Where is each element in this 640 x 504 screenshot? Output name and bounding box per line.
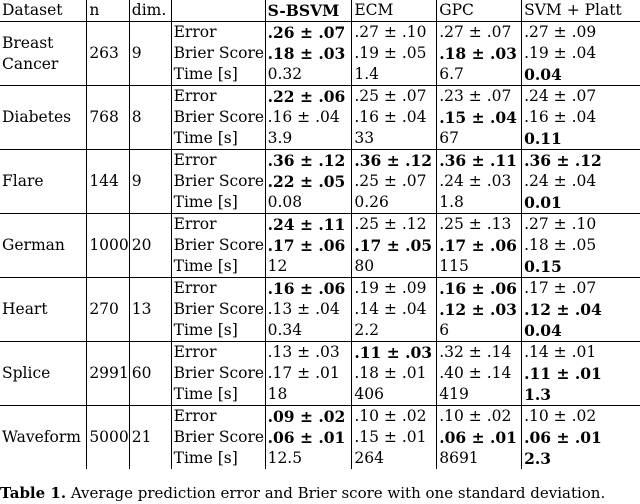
value-cell-s-bsvm: .06 ± .01 xyxy=(265,427,352,448)
value-cell-gpc: 419 xyxy=(437,384,522,406)
table-row xyxy=(0,22,640,44)
value-cell-ecm: .27 ± .10 xyxy=(352,22,437,44)
value-cell-svm-platt: 0.15 xyxy=(522,256,640,278)
table-row xyxy=(0,278,640,300)
value-cell-svm-platt: 0.11 xyxy=(522,128,640,150)
value-cell-gpc: 6 xyxy=(437,320,522,342)
dataset-n-cell: 263 xyxy=(87,22,129,86)
dataset-name-cell xyxy=(0,150,87,214)
value-cell-ecm: 80 xyxy=(352,256,437,278)
table-row xyxy=(0,342,640,364)
value-cell-gpc: .32 ± .14 xyxy=(437,342,522,364)
header-s-bsvm: S-BSVM xyxy=(265,0,352,22)
metric-label-cell: Time [s] xyxy=(171,384,265,406)
value-cell-svm-platt: .24 ± .07 xyxy=(522,86,640,108)
value-cell-ecm: .36 ± .12 xyxy=(352,150,437,172)
metric-label-cell: Time [s] xyxy=(171,128,265,150)
metric-label-cell: Brier Score xyxy=(171,427,265,448)
value-cell-svm-platt: 0.01 xyxy=(522,192,640,214)
value-cell-s-bsvm: 0.08 xyxy=(265,192,352,214)
value-cell-s-bsvm: .16 ± .04 xyxy=(265,107,352,128)
dataset-n-cell: 144 xyxy=(87,150,129,214)
value-cell-svm-platt: .17 ± .07 xyxy=(522,278,640,300)
value-cell-ecm: .25 ± .12 xyxy=(352,214,437,236)
value-cell-gpc: .18 ± .03 xyxy=(437,43,522,64)
value-cell-svm-platt: 0.04 xyxy=(522,320,640,342)
value-cell-s-bsvm: 18 xyxy=(265,384,352,406)
dataset-n-cell: 2991 xyxy=(87,342,129,406)
value-cell-ecm: 264 xyxy=(352,448,437,469)
dataset-dim-cell: 9 xyxy=(129,150,171,214)
metric-label-cell: Error xyxy=(171,214,265,236)
value-cell-s-bsvm: .09 ± .02 xyxy=(265,406,352,428)
value-cell-ecm: .11 ± .03 xyxy=(352,342,437,364)
metric-label-cell: Error xyxy=(171,342,265,364)
dataset-n-cell: 270 xyxy=(87,278,129,342)
metric-label-cell: Time [s] xyxy=(171,192,265,214)
metric-label-cell: Brier Score xyxy=(171,107,265,128)
value-cell-gpc: .25 ± .13 xyxy=(437,214,522,236)
header-dim: dim. xyxy=(129,0,171,22)
value-cell-ecm: .25 ± .07 xyxy=(352,86,437,108)
value-cell-s-bsvm: 12 xyxy=(265,256,352,278)
value-cell-gpc: .23 ± .07 xyxy=(437,86,522,108)
value-cell-ecm: .25 ± .07 xyxy=(352,171,437,192)
value-cell-gpc: .10 ± .02 xyxy=(437,406,522,428)
table-row xyxy=(0,150,640,172)
value-cell-s-bsvm: .16 ± .06 xyxy=(265,278,352,300)
value-cell-gpc: .27 ± .07 xyxy=(437,22,522,44)
value-cell-s-bsvm: 0.34 xyxy=(265,320,352,342)
dataset-name-line: Flare xyxy=(2,172,44,190)
value-cell-s-bsvm: 0.32 xyxy=(265,64,352,86)
value-cell-gpc: .06 ± .01 xyxy=(437,427,522,448)
value-cell-gpc: .15 ± .04 xyxy=(437,107,522,128)
value-cell-gpc: .24 ± .03 xyxy=(437,171,522,192)
value-cell-s-bsvm: .17 ± .01 xyxy=(265,363,352,384)
value-cell-gpc: .36 ± .11 xyxy=(437,150,522,172)
metric-label-cell: Error xyxy=(171,86,265,108)
dataset-name-line: Diabetes xyxy=(2,108,72,126)
value-cell-gpc: 8691 xyxy=(437,448,522,469)
metric-label-cell: Error xyxy=(171,22,265,44)
dataset-dim-cell: 8 xyxy=(129,86,171,150)
value-cell-svm-platt: .12 ± .04 xyxy=(522,299,640,320)
value-cell-gpc: .40 ± .14 xyxy=(437,363,522,384)
dataset-name-line: Waveform xyxy=(2,428,81,446)
value-cell-s-bsvm: .36 ± .12 xyxy=(265,150,352,172)
value-cell-svm-platt: .11 ± .01 xyxy=(522,363,640,384)
value-cell-s-bsvm: .13 ± .03 xyxy=(265,342,352,364)
table-row xyxy=(0,86,640,108)
value-cell-svm-platt: .14 ± .01 xyxy=(522,342,640,364)
value-cell-ecm: .16 ± .04 xyxy=(352,107,437,128)
header-n: n xyxy=(87,0,129,22)
value-cell-svm-platt: 2.3 xyxy=(522,448,640,469)
dataset-n-cell: 768 xyxy=(87,86,129,150)
dataset-name-line: Splice xyxy=(2,364,51,382)
value-cell-ecm: .18 ± .01 xyxy=(352,363,437,384)
table-header-row xyxy=(0,0,640,22)
value-cell-gpc: 6.7 xyxy=(437,64,522,86)
metric-label-cell: Time [s] xyxy=(171,448,265,469)
value-cell-s-bsvm: 12.5 xyxy=(265,448,352,469)
value-cell-svm-platt: .16 ± .04 xyxy=(522,107,640,128)
value-cell-s-bsvm: .17 ± .06 xyxy=(265,235,352,256)
metric-label-cell: Brier Score xyxy=(171,171,265,192)
metric-label-cell: Brier Score xyxy=(171,299,265,320)
value-cell-ecm: 0.26 xyxy=(352,192,437,214)
metric-label-cell: Brier Score xyxy=(171,363,265,384)
header-gpc: GPC xyxy=(437,0,522,22)
dataset-name-line: German xyxy=(2,236,65,254)
value-cell-gpc: .12 ± .03 xyxy=(437,299,522,320)
header-dataset: Dataset xyxy=(0,0,87,22)
dataset-name-cell xyxy=(0,214,87,278)
dataset-n-cell: 5000 xyxy=(87,406,129,470)
value-cell-ecm: .17 ± .05 xyxy=(352,235,437,256)
value-cell-svm-platt: .36 ± .12 xyxy=(522,150,640,172)
dataset-name-cell xyxy=(0,86,87,150)
value-cell-svm-platt: .27 ± .09 xyxy=(522,22,640,44)
dataset-dim-cell: 21 xyxy=(129,406,171,470)
metric-label-cell: Error xyxy=(171,278,265,300)
value-cell-gpc: .17 ± .06 xyxy=(437,235,522,256)
value-cell-s-bsvm: .22 ± .05 xyxy=(265,171,352,192)
value-cell-ecm: .19 ± .09 xyxy=(352,278,437,300)
value-cell-svm-platt: 0.04 xyxy=(522,64,640,86)
value-cell-ecm: .10 ± .02 xyxy=(352,406,437,428)
metric-label-cell: Time [s] xyxy=(171,64,265,86)
metric-label-cell: Error xyxy=(171,406,265,428)
header-svm-platt: SVM + Platt xyxy=(522,0,640,22)
dataset-name-cell xyxy=(0,278,87,342)
dataset-name-line: Breast xyxy=(2,33,54,52)
dataset-n-cell: 1000 xyxy=(87,214,129,278)
value-cell-gpc: .16 ± .06 xyxy=(437,278,522,300)
caption-text: Average prediction error and Brier score with one standard deviation. xyxy=(66,484,606,502)
value-cell-svm-platt: .06 ± .01 xyxy=(522,427,640,448)
dataset-dim-cell: 60 xyxy=(129,342,171,406)
header-ecm: ECM xyxy=(352,0,437,22)
dataset-name-cell xyxy=(0,406,87,470)
value-cell-ecm: .15 ± .01 xyxy=(352,427,437,448)
value-cell-ecm: 1.4 xyxy=(352,64,437,86)
dataset-dim-cell: 13 xyxy=(129,278,171,342)
metric-label-cell: Brier Score xyxy=(171,43,265,64)
dataset-name-line: Heart xyxy=(2,300,48,318)
value-cell-s-bsvm: .22 ± .06 xyxy=(265,86,352,108)
metric-label-cell: Brier Score xyxy=(171,235,265,256)
value-cell-svm-platt: .19 ± .04 xyxy=(522,43,640,64)
value-cell-ecm: 406 xyxy=(352,384,437,406)
table-body xyxy=(0,22,640,470)
value-cell-s-bsvm: .13 ± .04 xyxy=(265,299,352,320)
value-cell-svm-platt: .18 ± .05 xyxy=(522,235,640,256)
value-cell-ecm: 2.2 xyxy=(352,320,437,342)
dataset-name-cell xyxy=(0,342,87,406)
table-caption xyxy=(0,483,640,503)
value-cell-svm-platt: .10 ± .02 xyxy=(522,406,640,428)
dataset-name-line: Cancer xyxy=(2,54,59,73)
metric-label-cell: Error xyxy=(171,150,265,172)
header-metric xyxy=(171,0,265,22)
metric-label-cell: Time [s] xyxy=(171,256,265,278)
dataset-name-cell xyxy=(0,22,87,86)
table-row xyxy=(0,406,640,428)
value-cell-gpc: 1.8 xyxy=(437,192,522,214)
value-cell-svm-platt: .27 ± .10 xyxy=(522,214,640,236)
caption-label: Table 1. xyxy=(0,484,67,502)
value-cell-svm-platt: 1.3 xyxy=(522,384,640,406)
value-cell-svm-platt: .24 ± .04 xyxy=(522,171,640,192)
value-cell-gpc: 115 xyxy=(437,256,522,278)
value-cell-s-bsvm: .24 ± .11 xyxy=(265,214,352,236)
dataset-dim-cell: 20 xyxy=(129,214,171,278)
value-cell-gpc: 67 xyxy=(437,128,522,150)
value-cell-s-bsvm: .18 ± .03 xyxy=(265,43,352,64)
value-cell-s-bsvm: .26 ± .07 xyxy=(265,22,352,44)
value-cell-s-bsvm: 3.9 xyxy=(265,128,352,150)
value-cell-ecm: .14 ± .04 xyxy=(352,299,437,320)
value-cell-ecm: .19 ± .05 xyxy=(352,43,437,64)
value-cell-ecm: 33 xyxy=(352,128,437,150)
metric-label-cell: Time [s] xyxy=(171,320,265,342)
dataset-dim-cell: 9 xyxy=(129,22,171,86)
table-row xyxy=(0,214,640,236)
